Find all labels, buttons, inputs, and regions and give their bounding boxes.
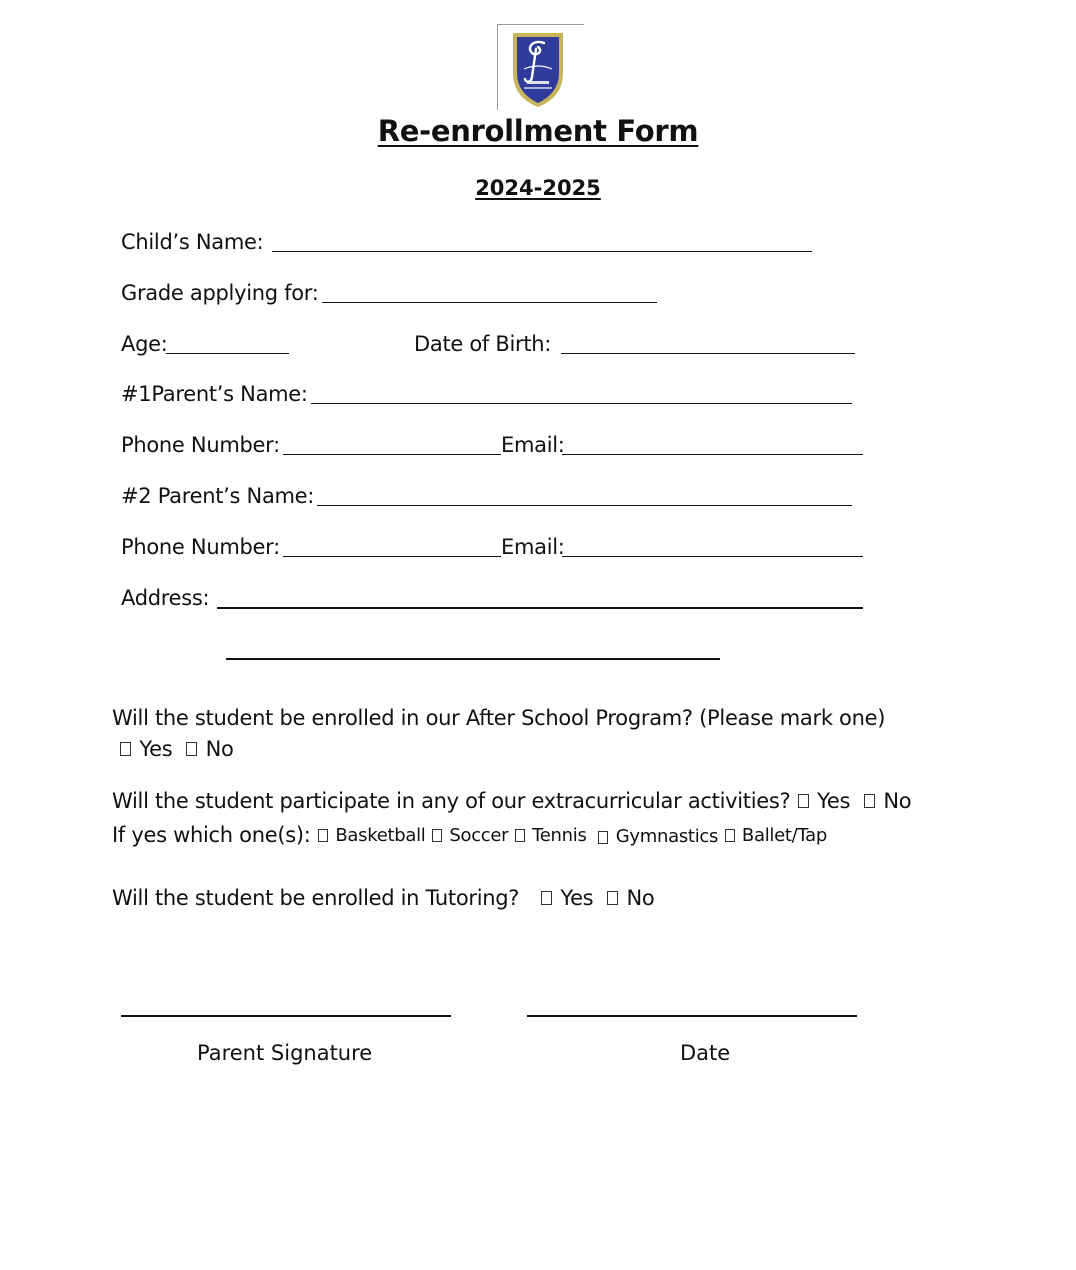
after-school-options — [119, 736, 234, 762]
checkbox-icon[interactable] — [607, 891, 618, 905]
dob-field[interactable] — [561, 353, 855, 354]
checkbox-icon[interactable] — [864, 794, 875, 808]
phone2-field[interactable] — [283, 556, 501, 557]
address-field-line1[interactable] — [217, 607, 863, 609]
checkbox-icon[interactable] — [186, 742, 197, 756]
checkbox-icon[interactable] — [515, 829, 525, 842]
phone2-label: Phone Number: — [121, 535, 280, 559]
school-crest-logo — [510, 29, 566, 109]
parent-signature-field[interactable] — [121, 1015, 451, 1017]
checkbox-icon[interactable] — [318, 829, 328, 842]
extracurricular-no-option[interactable]: No — [857, 788, 912, 814]
email1-label: Email: — [501, 433, 565, 457]
checkbox-icon[interactable] — [798, 794, 809, 808]
child-name-field[interactable] — [272, 251, 812, 252]
phone1-field[interactable] — [283, 454, 501, 455]
activity-tennis-option[interactable]: Tennis — [514, 823, 587, 849]
parent2-name-field[interactable] — [317, 505, 852, 506]
parent2-name-label: #2 Parent’s Name: — [121, 484, 315, 508]
activity-basketball-option[interactable]: Basketball — [317, 823, 426, 849]
extracurricular-row — [112, 788, 911, 814]
checkbox-icon[interactable] — [432, 829, 442, 842]
email2-field[interactable] — [562, 556, 863, 557]
checkbox-icon[interactable] — [120, 742, 131, 756]
checkbox-icon[interactable] — [598, 831, 608, 844]
address-label: Address: — [121, 586, 210, 610]
signature-date-label: Date — [680, 1041, 731, 1065]
checkbox-icon[interactable] — [541, 891, 552, 905]
parent1-name-label: #1Parent’s Name: — [121, 382, 308, 406]
email1-field[interactable] — [562, 454, 863, 455]
age-field[interactable] — [166, 353, 289, 354]
activities-followup-label: If yes which one(s): — [112, 823, 311, 847]
age-label: Age: — [121, 332, 168, 356]
signature-date-field[interactable] — [527, 1015, 857, 1017]
tutoring-no-option[interactable]: No — [600, 885, 655, 911]
activity-soccer-option[interactable]: Soccer — [431, 823, 508, 849]
parent1-name-field[interactable] — [311, 403, 852, 404]
email2-label: Email: — [501, 535, 565, 559]
activity-ballet-tap-option[interactable]: Ballet/Tap — [724, 823, 827, 849]
after-school-no-option[interactable]: No — [179, 736, 234, 762]
phone1-label: Phone Number: — [121, 433, 280, 457]
grade-label: Grade applying for: — [121, 281, 319, 305]
child-name-label: Child’s Name: — [121, 230, 264, 254]
tutoring-yes-option[interactable]: Yes — [540, 885, 593, 911]
after-school-question: Will the student be enrolled in our After School Program? (Please mark one) — [112, 706, 886, 730]
grade-field[interactable] — [322, 302, 657, 303]
tutoring-question: Will the student be enrolled in Tutoring? — [112, 886, 520, 910]
after-school-yes-option[interactable]: Yes — [119, 736, 172, 762]
address-field-line2[interactable] — [226, 658, 720, 660]
parent-signature-label: Parent Signature — [197, 1041, 373, 1065]
school-year: 2024-2025 — [475, 176, 601, 200]
checkbox-icon[interactable] — [725, 829, 735, 842]
tutoring-row — [112, 885, 654, 911]
activities-row — [112, 822, 827, 850]
extracurricular-question: Will the student participate in any of our extracurricular activities? — [112, 789, 791, 813]
dob-label: Date of Birth: — [414, 332, 552, 356]
school-logo — [497, 24, 584, 110]
form-title: Re-enrollment Form — [377, 114, 699, 148]
activity-gymnastics-option[interactable]: Gymnastics — [592, 824, 718, 850]
extracurricular-yes-option[interactable]: Yes — [797, 788, 850, 814]
